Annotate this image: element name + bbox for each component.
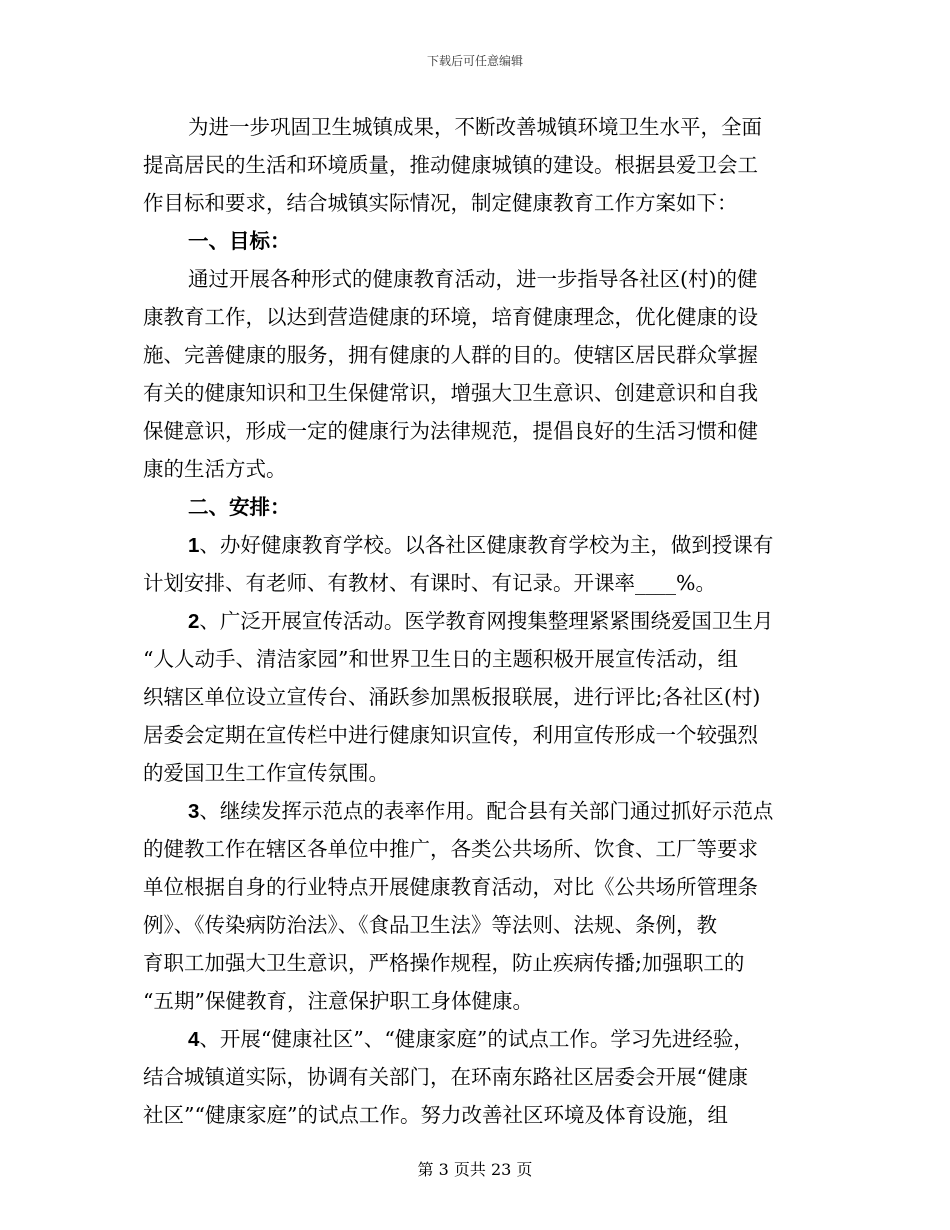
paragraph-line: 康教育工作，以达到营造健康的环境，培育健康理念，优化健康的设 xyxy=(143,305,758,329)
list-item-4-line: 社区”“健康家庭”的试点工作。努力改善社区环境及体育设施，组 xyxy=(143,1103,728,1127)
paragraph-line: 通过开展各种形式的健康教育活动，进一步指导各社区(村)的健 xyxy=(188,267,758,291)
paragraph-line: 施、完善健康的服务，拥有健康的人群的目的。使辖区居民群众掌握 xyxy=(143,343,758,367)
section-heading-goals: 一、目标： xyxy=(188,229,291,253)
list-item-3-line: 例》、《传染病防治法》、《食品卫生法》等法则、法规、条例，教 xyxy=(143,913,717,937)
list-item-4-line: 4、开展“健康社区”、“健康家庭”的试点工作。学习先进经验， xyxy=(188,1027,754,1051)
item-number: 1 xyxy=(188,534,200,557)
list-item-3-line: 单位根据自身的行业特点开展健康教育活动，对比《公共场所管理条 xyxy=(143,875,758,899)
paragraph-line: 为进一步巩固卫生城镇成果，不断改善城镇环境卫生水平，全面 xyxy=(188,115,762,139)
page-header: 下载后可任意编辑 xyxy=(426,54,523,68)
item-number: 4 xyxy=(188,1028,200,1051)
paragraph-line: 保健意识，形成一定的健康行为法律规范，提倡良好的生活习惯和健 xyxy=(143,419,758,443)
paragraph-line: 康的生活方式。 xyxy=(143,457,287,481)
list-item-2-line: 的爱国卫生工作宣传氛围。 xyxy=(143,761,389,785)
paragraph-line: 有关的健康知识和卫生保健常识，增强大卫生意识、创建意识和自我 xyxy=(143,381,758,405)
list-item-2-line: 2、广泛开展宣传活动。医学教育网搜集整理紧紧围绕爱国卫生月 xyxy=(188,609,774,633)
item-number: 3 xyxy=(188,800,200,823)
list-item-3-line: 3、继续发挥示范点的表率作用。配合县有关部门通过抓好示范点 xyxy=(188,799,774,823)
list-item-3-line: 育职工加强大卫生意识，严格操作规程，防止疾病传播;加强职工的 xyxy=(143,951,745,975)
list-item-2-line: “人人动手、清洁家园”和世界卫生日的主题积极开展宣传活动，组 xyxy=(143,647,738,671)
list-item-4-line: 结合城镇道实际，协调有关部门，在环南东路社区居委会开展“健康 xyxy=(143,1065,748,1089)
list-item-2-line: 居委会定期在宣传栏中进行健康知识宣传，利用宣传形成一个较强烈 xyxy=(143,723,758,747)
list-item-3-line: “五期”保健教育，注意保护职工身体健康。 xyxy=(143,989,533,1013)
document-body xyxy=(143,108,823,1134)
list-item-1-line: 1、办好健康教育学校。以各社区健康教育学校为主，做到授课有 xyxy=(188,533,774,557)
section-heading-arrangements: 二、安排： xyxy=(188,495,291,519)
list-item-3-line: 的健教工作在辖区各单位中推广，各类公共场所、饮食、工厂等要求 xyxy=(143,837,758,861)
paragraph-line: 作目标和要求，结合城镇实际情况，制定健康教育工作方案如下： xyxy=(143,191,738,215)
item-number: 2 xyxy=(188,610,200,633)
page-footer: 第 3 页共 23 页 xyxy=(417,1160,533,1179)
paragraph-line: 提高居民的生活和环境质量，推动健康城镇的建设。根据县爱卫会工 xyxy=(143,153,758,177)
list-item-2-line: 织辖区单位设立宣传台、涌跃参加黑板报联展，进行评比;各社区(村) xyxy=(143,685,761,709)
list-item-1-line: 计划安排、有老师、有教材、有课时、有记录。开课率____%。 xyxy=(143,571,716,595)
